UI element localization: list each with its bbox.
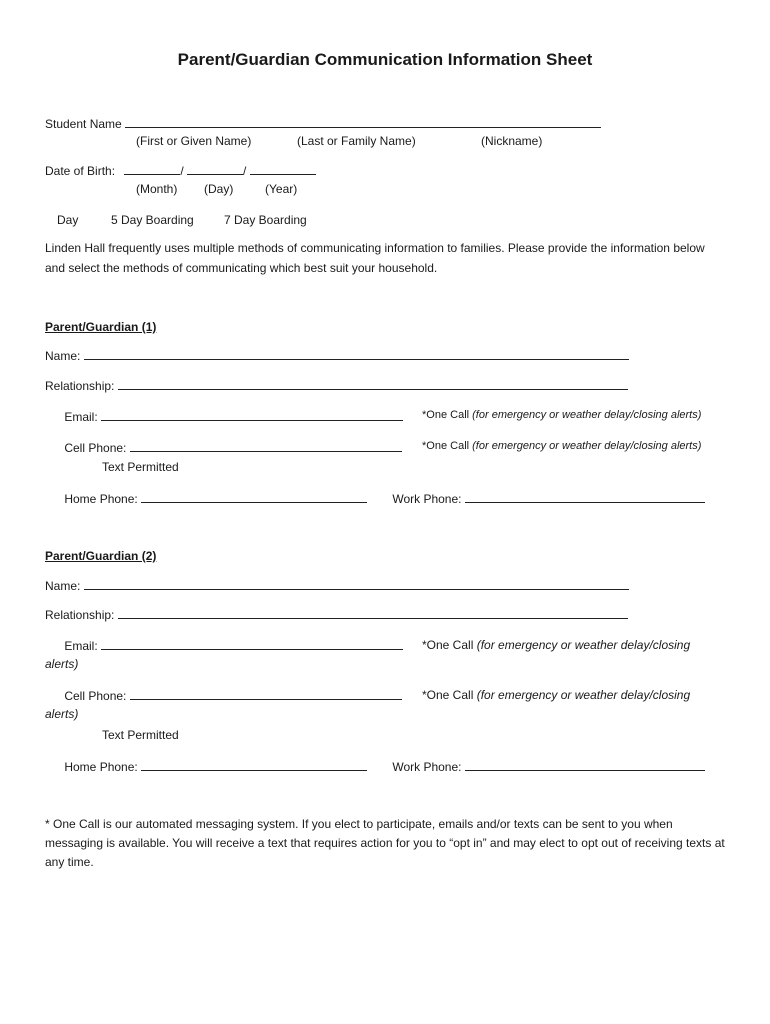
onecall-label: *One Call xyxy=(422,638,474,652)
boarding-day-option[interactable] xyxy=(45,213,78,227)
dob-day-caption: (Day) xyxy=(204,182,234,196)
pg2-home-field[interactable] xyxy=(141,759,367,771)
pg2-name-field[interactable] xyxy=(84,578,629,590)
pg1-text-permitted[interactable] xyxy=(90,460,179,474)
onecall-label: *One Call xyxy=(422,409,470,421)
pg2-email-label: Email: xyxy=(64,639,98,653)
onecall-note: (for emergency or weather delay/closing xyxy=(476,688,691,702)
boarding-5day-label: 5 Day Boarding xyxy=(111,213,194,227)
pg2-relationship-field[interactable] xyxy=(118,607,628,619)
pg2-email-onecall[interactable] xyxy=(410,638,690,652)
dob-label: Date of Birth: xyxy=(45,164,116,178)
dob-year-field[interactable] xyxy=(250,163,316,175)
pg1-name-label: Name: xyxy=(45,349,81,363)
pg1-work-row xyxy=(373,491,705,506)
pg1-relationship-label: Relationship: xyxy=(45,379,115,393)
pg2-email-field[interactable] xyxy=(101,638,403,650)
pg2-cell-label: Cell Phone: xyxy=(64,689,127,703)
pg1-name-field[interactable] xyxy=(84,348,629,360)
pg2-text-permitted[interactable] xyxy=(90,728,179,742)
pg2-heading: Parent/Guardian (2) xyxy=(45,549,157,563)
pg1-relationship-row xyxy=(45,378,628,393)
pg2-cell-onecall-note-cont: alerts) xyxy=(45,707,79,721)
boarding-day-label: Day xyxy=(57,213,79,227)
pg2-name-row xyxy=(45,578,629,593)
boarding-5day-option[interactable] xyxy=(96,213,194,227)
pg1-work-field[interactable] xyxy=(465,491,705,503)
text-permitted-label: Text Permitted xyxy=(102,728,179,742)
pg1-email-label: Email: xyxy=(64,410,98,424)
pg1-cell-field[interactable] xyxy=(130,440,402,452)
pg1-home-row xyxy=(45,491,367,506)
pg2-relationship-row xyxy=(45,607,628,622)
intro-paragraph: Linden Hall frequently uses multiple methods of communicating information to families. Please provide the information below and select the methods of communicating which best suit your household. xyxy=(45,241,705,275)
last-name-caption: (Last or Family Name) xyxy=(297,134,416,148)
footnote-paragraph: * One Call is our automated messaging system. If you elect to participate, emails and/or texts can be sent to you when messaging is available. You will receive a text that requires action for you to “opt in” and may elect to opt out of receiving texts at any time. xyxy=(45,817,725,869)
pg2-work-row xyxy=(373,759,705,774)
pg1-relationship-field[interactable] xyxy=(118,378,628,390)
pg1-name-row xyxy=(45,348,629,363)
pg2-cell-field[interactable] xyxy=(130,688,402,700)
pg2-email-row xyxy=(45,638,403,653)
text-permitted-label: Text Permitted xyxy=(102,460,179,474)
dob-day-field[interactable] xyxy=(187,163,243,175)
boarding-7day-option[interactable] xyxy=(209,213,307,227)
pg1-email-field[interactable] xyxy=(101,409,403,421)
pg1-email-onecall[interactable] xyxy=(410,409,701,421)
pg2-work-field[interactable] xyxy=(465,759,705,771)
student-name-label: Student Name xyxy=(45,117,122,131)
pg2-home-label: Home Phone: xyxy=(64,760,138,774)
pg1-cell-label: Cell Phone: xyxy=(64,441,127,455)
student-name-field[interactable] xyxy=(125,116,601,128)
onecall-label: *One Call xyxy=(422,440,470,452)
pg1-email-row xyxy=(45,409,403,424)
pg1-home-label: Home Phone: xyxy=(64,492,138,506)
onecall-note: (for emergency or weather delay/closing alerts) xyxy=(472,409,702,421)
nickname-caption: (Nickname) xyxy=(481,134,543,148)
pg1-cell-onecall[interactable] xyxy=(410,440,701,452)
pg2-cell-row xyxy=(45,688,402,703)
onecall-note: (for emergency or weather delay/closing alerts) xyxy=(472,440,702,452)
pg1-cell-row xyxy=(45,440,402,455)
pg2-relationship-label: Relationship: xyxy=(45,608,115,622)
pg2-name-label: Name: xyxy=(45,579,81,593)
dob-month-caption: (Month) xyxy=(136,182,178,196)
onecall-note: (for emergency or weather delay/closing xyxy=(476,638,691,652)
pg2-home-row xyxy=(45,759,367,774)
dob-month-field[interactable] xyxy=(124,163,180,175)
dob-year-caption: (Year) xyxy=(265,182,298,196)
pg1-home-field[interactable] xyxy=(141,491,367,503)
dob-row: Date of Birth: / / xyxy=(45,163,316,178)
onecall-label: *One Call xyxy=(422,688,474,702)
boarding-7day-label: 7 Day Boarding xyxy=(224,213,307,227)
pg2-cell-onecall[interactable] xyxy=(410,688,690,702)
pg1-work-label: Work Phone: xyxy=(392,492,462,506)
student-name-row xyxy=(45,116,601,131)
pg2-email-onecall-note-cont: alerts) xyxy=(45,657,79,671)
pg1-heading: Parent/Guardian (1) xyxy=(45,320,157,334)
first-name-caption: (First or Given Name) xyxy=(136,134,252,148)
pg2-work-label: Work Phone: xyxy=(392,760,462,774)
page-title: Parent/Guardian Communication Information Sheet xyxy=(177,50,593,69)
